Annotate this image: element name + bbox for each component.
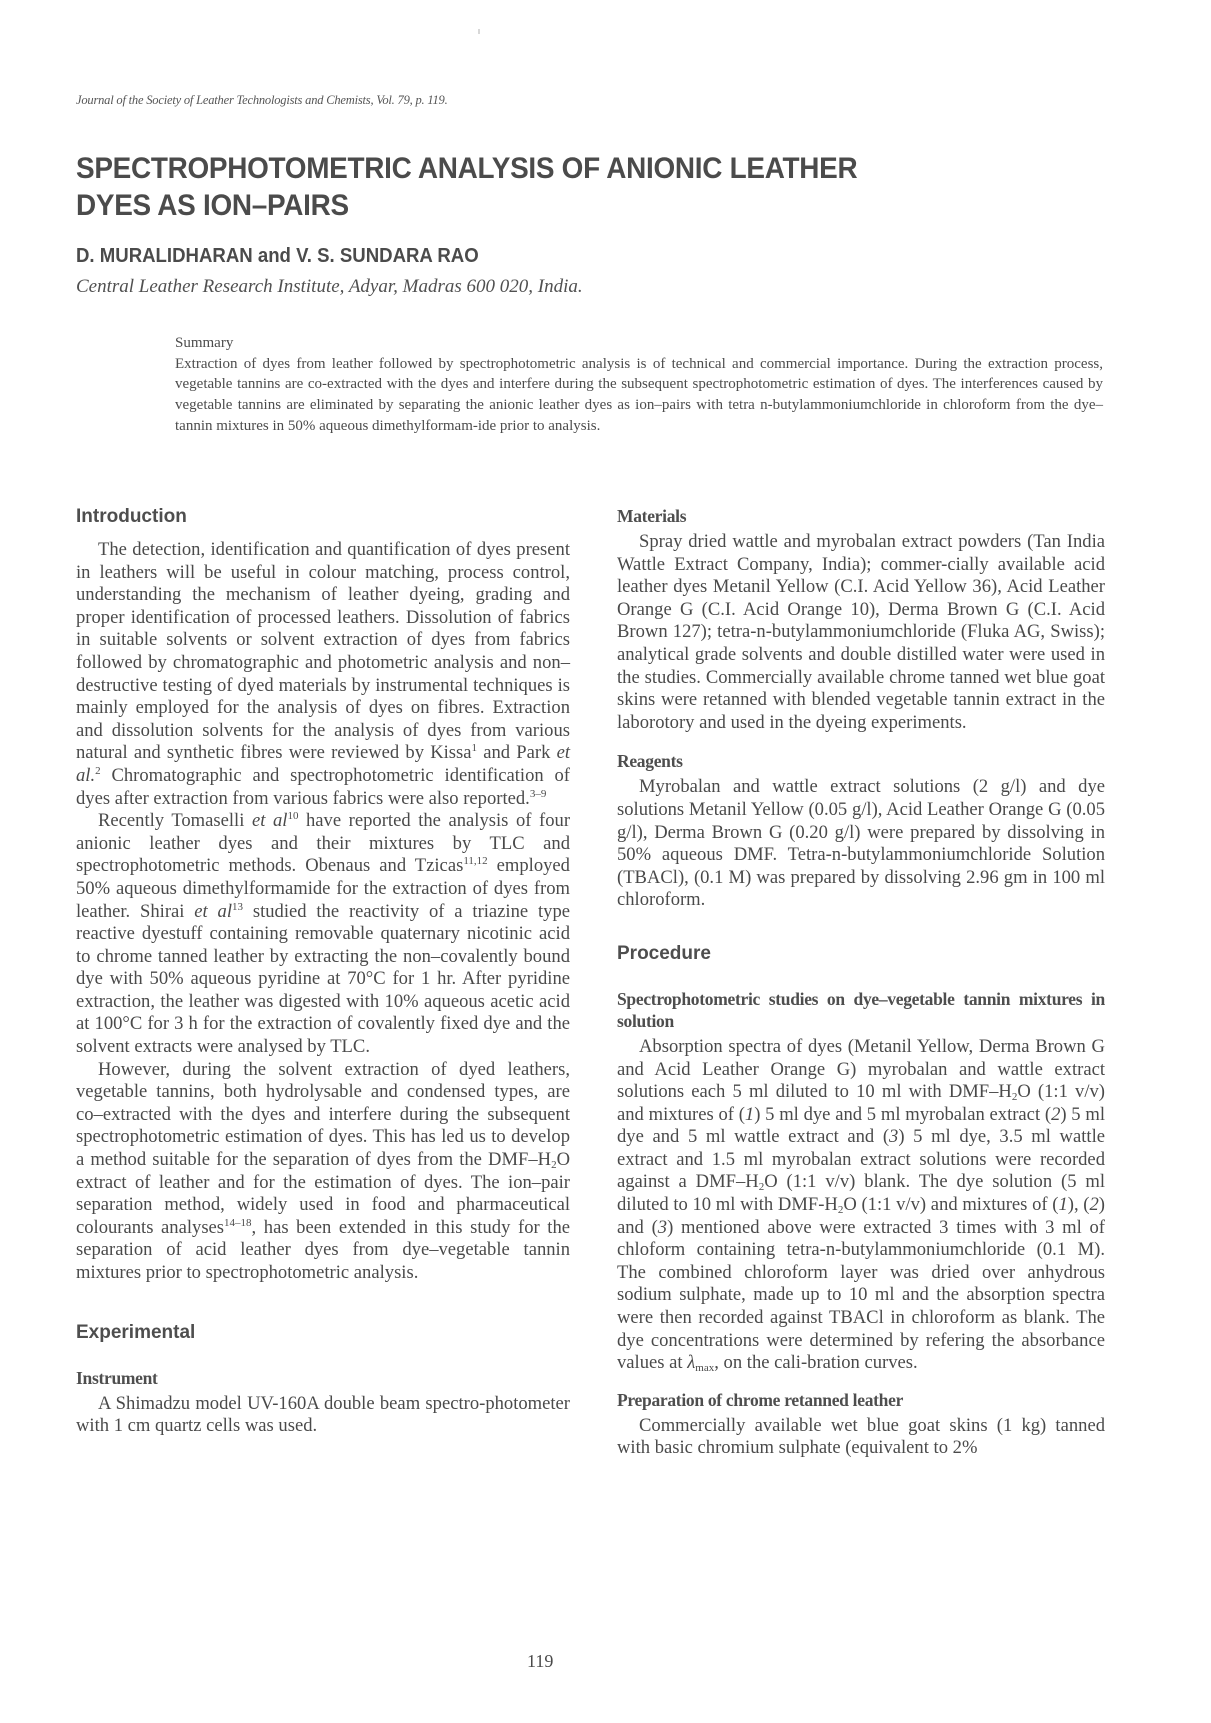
spacer — [617, 976, 1105, 988]
subscript: 2 — [758, 1181, 765, 1194]
preparation-heading: Preparation of chrome retanned leather — [617, 1389, 904, 1410]
subscript: 2 — [1011, 1091, 1018, 1104]
article-title — [76, 150, 1043, 224]
materials-heading: Materials — [617, 506, 687, 526]
procedure-heading: Procedure — [617, 942, 711, 964]
intro-paragraph-2 — [76, 810, 570, 1059]
materials-paragraph: Spray dried wattle and myrobalan extract powders (Tan India Wattle Extract Company, India); commer-cially available acid leather dyes Metanil Yellow (C.I. Acid Yellow 36), Acid Leather Orange G (C.I. Acid Orange 10), Derma Brown G (C.I. Acid Brown 127); tetra-n-butylammoniumchloride (Fluka AG, Swiss); analytical grade solvents and double distilled water were used in the studies. Commercially available chrome tanned wet blue goat skins were retanned with blended vegetable tannin extract in the laborotory and used in the dyeing experiments. — [617, 531, 1105, 733]
scan-speck — [478, 29, 480, 34]
mixture-number: 3 — [657, 1216, 668, 1238]
reagents-heading: Reagents — [617, 751, 683, 772]
spacer — [617, 734, 1105, 750]
mixture-number: 1 — [744, 1103, 755, 1125]
mixture-number: 2 — [1051, 1103, 1061, 1125]
text-run: Recently Tomaselli — [98, 810, 252, 832]
spectro-studies-paragraph — [617, 1036, 1105, 1375]
text-run: Chromatographic and spectrophotometric identification of dyes after extraction from various fabrics were also reported. — [76, 764, 570, 809]
instrument-paragraph: A Shimadzu model UV-160A double beam spectro-photometer with 1 cm quartz cells was used. — [76, 1392, 570, 1437]
citation-ref: 13 — [232, 900, 244, 913]
text-run: ) mentioned above were extracted 3 times with 3 ml of chloform containing tetra-n-butylammoniumchloride (0.1 M). The combined chloroform layer was dried over anhydrous sodium sulphate, made up to 10 ml and the absorption spectra were then recorded against TBACl in chloroform as blank. The dye concentrations were determined by refering the absorbance values at — [617, 1216, 1105, 1374]
instrument-heading: Instrument — [76, 1367, 158, 1388]
subscript: max — [695, 1362, 715, 1375]
spacer — [76, 1355, 570, 1367]
preparation-paragraph: Commercially available wet blue goat skins (1 kg) tanned with basic chromium sulphate (equivalent to 2% — [617, 1414, 1105, 1459]
text-run: Absorption spectra of dyes (Metanil Yellow, Derma Brown G and Acid Leather Orange G) myrobalan and wattle extract solutions each 5 ml diluted to 10 ml with DMF–H — [617, 1035, 1105, 1103]
citation-ref: 3–9 — [529, 787, 547, 800]
intro-paragraph-1 — [76, 539, 570, 810]
subscript: 2 — [837, 1204, 844, 1217]
text-run: O (1:1 v/v) and mixtures of ( — [843, 1194, 1059, 1216]
title-line-2: DYES AS ION–PAIRS — [76, 189, 349, 222]
reagents-paragraph: Myrobalan and wattle extract solutions (2 g/l) and dye solutions Metanil Yellow (0.05 g/l), Acid Leather Orange G (0.05 g/l), Derma Brown G (0.20 g/l) were prepared by dissolving in 50% aqueous DMF. Tetra-n-butylammoniumchloride Solution (TBACl), (0.1 M) was prepared by dissolving 2.96 gm in 100 ml chloroform. — [617, 776, 1105, 911]
authors: D. MURALIDHARAN and V. S. SUNDARA RAO — [76, 245, 479, 267]
text-run: have reported the analysis of four anionic leather dyes and their mixtures by TLC and spectrophotometric methods. Obenaus and Tzicas — [76, 810, 571, 877]
text-run: ) 5 ml dye, 3.5 ml wattle extract and 1.5 ml myrobalan extract solutions were recorded against a DMF–H — [617, 1126, 1105, 1193]
text-run: ) 5 ml dye and 5 ml myrobalan extract ( — [754, 1103, 1052, 1125]
text-run: , has been extended in this study for the separation of acid leather dyes from dye–vegetable tannin mixtures prior to spectrophotometric analysis. — [76, 1216, 570, 1283]
mixture-number: 1 — [1058, 1194, 1068, 1216]
experimental-heading: Experimental — [76, 1321, 196, 1343]
intro-paragraph-3 — [76, 1059, 570, 1285]
citation-ref: 11,12 — [463, 855, 488, 868]
citation-ref: 10 — [287, 810, 299, 823]
spacer — [617, 912, 1105, 942]
text-run: , on the cali-bration curves. — [714, 1352, 918, 1374]
text-run: ) 5 ml dye and 5 ml wattle extract and ( — [617, 1103, 1105, 1148]
journal-citation: Journal of the Society of Leather Technologists and Chemists, Vol. 79, p. 119. — [76, 93, 448, 107]
page-number: 119 — [527, 1651, 554, 1671]
citation-ref: 14–18 — [224, 1216, 252, 1229]
summary-block — [175, 333, 1103, 437]
summary-heading: Summary — [175, 335, 234, 351]
text-run: O (1:1 v/v) and mixtures of ( — [617, 1081, 1105, 1125]
text-run: employed 50% aqueous dimethylformamide for the extraction of dyes from leather. Shirai — [76, 855, 570, 922]
text-run: and Park — [477, 742, 557, 764]
text-run: O (1:1 v/v) blank. The dye solution (5 ml diluted to 10 ml with DMF-H — [617, 1171, 1106, 1216]
title-line-1: SPECTROPHOTOMETRIC ANALYSIS OF ANIONIC LEATHER — [76, 152, 858, 185]
text-run: et al. — [76, 742, 571, 786]
text-run: et al — [194, 900, 233, 922]
summary-text: Extraction of dyes from leather followed by spectrophotometric analysis is of technical and commercial importance. During the extraction process, vegetable tannins are co-extracted with the dyes and interfere during the subsequent spectrophotometric estimation of dyes. The interferences caused by vegetable tannins are eliminated by separating the anionic leather dyes as ion–pairs with tetra n-butylammoniumchloride in chloroform from the dye–tannin mixtures in 50% aqueous dimethylformam-ide prior to analysis. — [175, 355, 1103, 434]
citation-ref: 2 — [95, 764, 101, 777]
text-run: et al — [251, 810, 288, 832]
text-run: studied the reactivity of a triazine type reactive dyestuff containing removable quaternary nicotinic acid to chrome tanned leather by extracting the non–covalently bound dye with 50% aqueous pyridine at 70°C for 1 hr. After pyridine extraction, the leather was digested with 10% aqueous acetic acid at 100°C for 3 h for the extraction of covalently fixed dye and the solvent extracts were analysed by TLC. — [76, 900, 570, 1058]
spectro-studies-heading: Spectrophotometric studies on dye–vegetable tannin mixtures in solution — [617, 988, 1105, 1031]
text-run: ) and ( — [617, 1194, 1105, 1238]
spacer — [76, 1285, 570, 1321]
text-run: The detection, identification and quantification of dyes present in leathers will be useful in colour matching, process control, understanding the mechanism of leather dyeing, grading and proper identification of processed leathers. Dissolution of fabrics in suitable solvents or solvent extraction of dyes from fabrics followed by chromatographic and photometric analysis and non–destructive testing of dyed materials by instrumental techniques is mainly employed for the analysis of dyes on fibres. Extraction and dissolution solvents for the analysis of dyes from various natural and synthetic fibres were reviewed by Kissa — [76, 539, 570, 764]
text-run: O extract of leather and for the estimation of dyes. The ion–pair separation method, widely used in food and pharmaceutical colourants analyses — [76, 1149, 570, 1238]
text-run: ), ( — [1067, 1194, 1090, 1216]
subscript: 2 — [551, 1159, 557, 1172]
lambda-symbol: λ — [687, 1352, 696, 1374]
left-column — [76, 505, 570, 1438]
mixture-number: 2 — [1089, 1194, 1099, 1216]
citation-ref: 1 — [471, 742, 478, 755]
spacer — [617, 1375, 1105, 1389]
mixture-number: 3 — [889, 1126, 899, 1148]
affiliation: Central Leather Research Institute, Adyar, Madras 600 020, India. — [76, 276, 583, 297]
text-run: However, during the solvent extraction of dyed leathers, vegetable tannins, both hydrolysable and condensed types, are co–extracted with the dyes and interfere during the subsequent spectrophotometric estimation of dyes. This has led us to develop a method suitable for the separation of dyes from the DMF–H — [76, 1058, 570, 1171]
introduction-heading: Introduction — [76, 506, 187, 527]
right-column — [617, 505, 1105, 1460]
